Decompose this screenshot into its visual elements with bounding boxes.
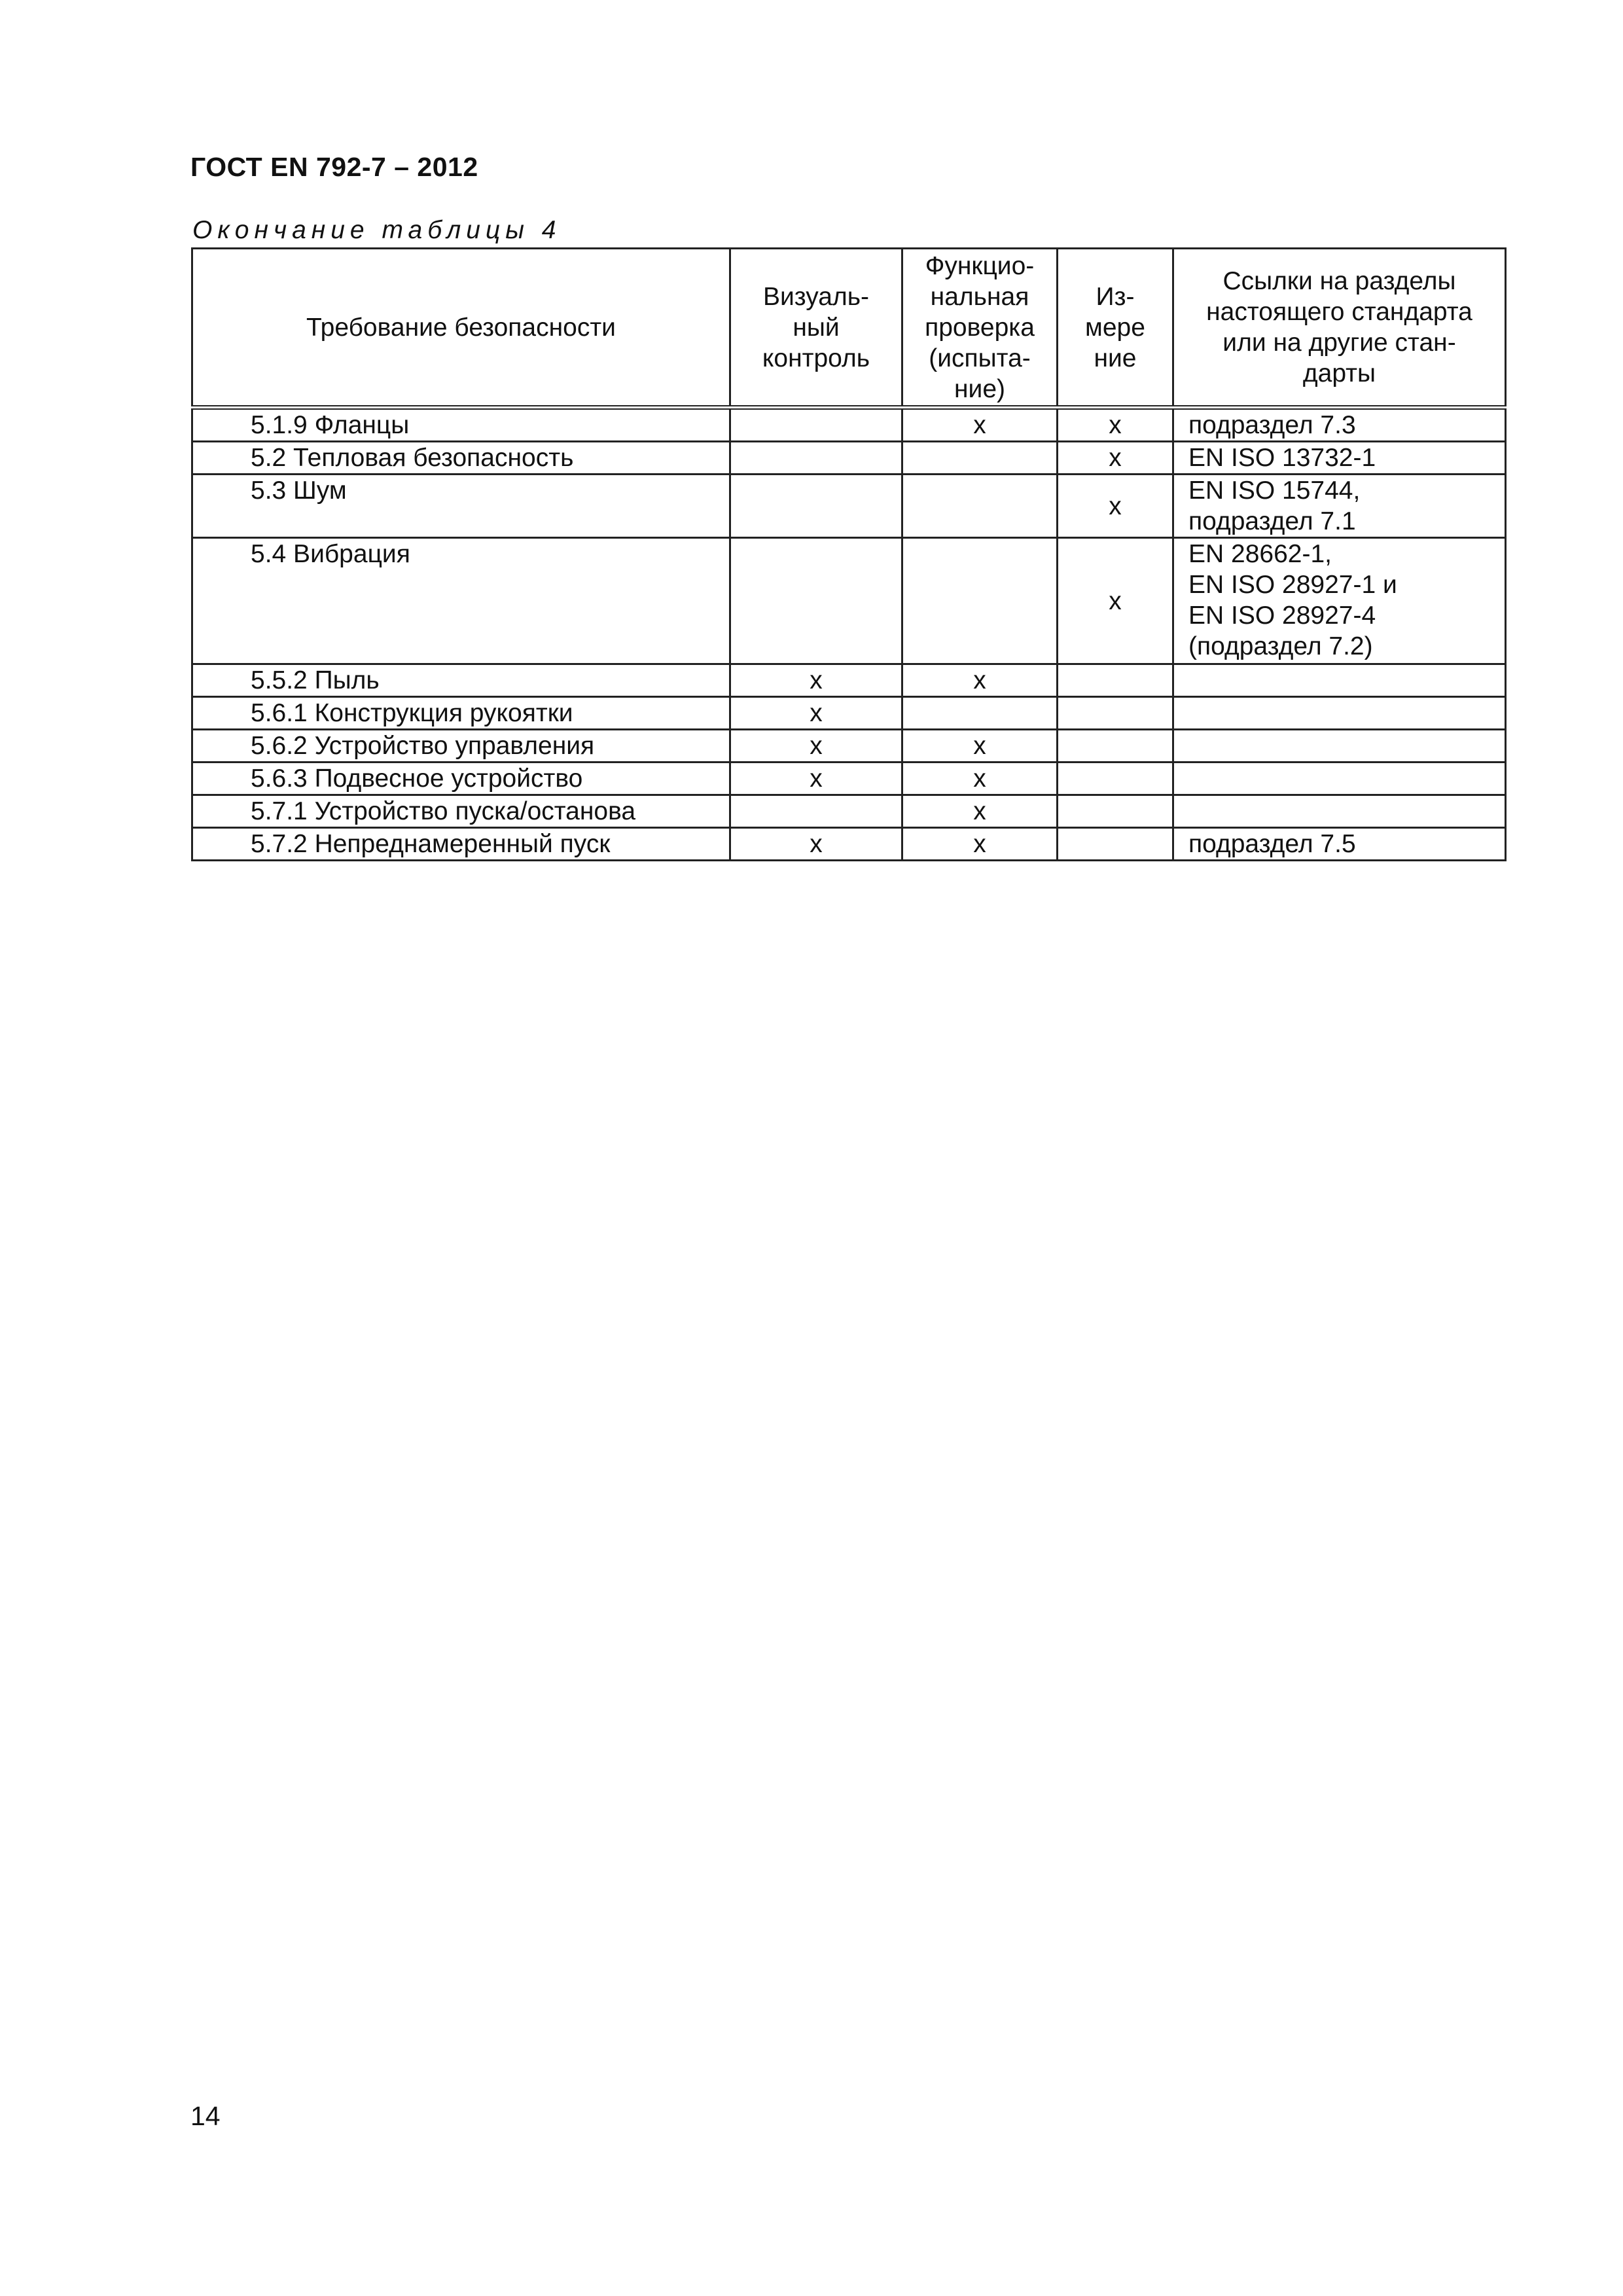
cell-visual — [730, 442, 902, 475]
cell-measurement — [1058, 664, 1173, 697]
cell-functional: х — [902, 408, 1058, 442]
table-caption: Окончание таблицы 4 — [192, 216, 562, 244]
page-number: 14 — [190, 2101, 221, 2131]
cell-requirement: 5.1.9 Фланцы — [192, 408, 730, 442]
cell-measurement — [1058, 730, 1173, 762]
cell-requirement: 5.6.2 Устройство управления — [192, 730, 730, 762]
cell-reference: подраздел 7.5 — [1173, 828, 1506, 861]
cell-measurement — [1058, 828, 1173, 861]
cell-visual — [730, 795, 902, 828]
col-header-visual-inspection: Визуаль- ный контроль — [730, 249, 902, 408]
cell-measurement: х — [1058, 475, 1173, 538]
cell-visual: х — [730, 730, 902, 762]
cell-reference — [1173, 795, 1506, 828]
table-row — [192, 538, 1506, 664]
cell-functional: х — [902, 795, 1058, 828]
cell-functional — [902, 538, 1058, 664]
cell-visual: х — [730, 664, 902, 697]
table-row — [192, 828, 1506, 861]
cell-requirement: 5.7.2 Непреднамеренный пуск — [192, 828, 730, 861]
table-row — [192, 762, 1506, 795]
cell-functional: х — [902, 828, 1058, 861]
cell-requirement: 5.6.3 Подвесное устройство — [192, 762, 730, 795]
col-header-requirement: Требование безопасности — [192, 249, 730, 408]
cell-measurement — [1058, 795, 1173, 828]
cell-reference — [1173, 762, 1506, 795]
cell-measurement: х — [1058, 538, 1173, 664]
col-header-functional-check: Функцио- нальная проверка (испыта- ние) — [902, 249, 1058, 408]
cell-measurement — [1058, 762, 1173, 795]
cell-measurement — [1058, 697, 1173, 730]
cell-visual — [730, 475, 902, 538]
cell-requirement: 5.7.1 Устройство пуска/останова — [192, 795, 730, 828]
table-header-row — [192, 249, 1506, 408]
table-row — [192, 697, 1506, 730]
cell-visual — [730, 538, 902, 664]
table-row — [192, 664, 1506, 697]
cell-reference — [1173, 730, 1506, 762]
cell-functional — [902, 475, 1058, 538]
table-row — [192, 442, 1506, 475]
cell-requirement: 5.2 Тепловая безопасность — [192, 442, 730, 475]
table-row — [192, 795, 1506, 828]
table-row — [192, 475, 1506, 538]
cell-functional — [902, 442, 1058, 475]
cell-reference — [1173, 697, 1506, 730]
cell-functional: х — [902, 730, 1058, 762]
cell-functional: х — [902, 664, 1058, 697]
cell-reference: EN ISO 15744, подраздел 7.1 — [1173, 475, 1506, 538]
cell-measurement: х — [1058, 442, 1173, 475]
cell-reference: EN 28662-1, EN ISO 28927-1 и EN ISO 28927-4 (подраздел 7.2) — [1173, 538, 1506, 664]
cell-requirement: 5.5.2 Пыль — [192, 664, 730, 697]
cell-reference: подраздел 7.3 — [1173, 408, 1506, 442]
cell-visual: х — [730, 762, 902, 795]
cell-reference: EN ISO 13732-1 — [1173, 442, 1506, 475]
cell-visual — [730, 408, 902, 442]
cell-visual: х — [730, 828, 902, 861]
cell-measurement: х — [1058, 408, 1173, 442]
cell-requirement: 5.6.1 Конструкция рукоятки — [192, 697, 730, 730]
cell-functional — [902, 697, 1058, 730]
table-row — [192, 408, 1506, 442]
document-header: ГОСТ EN 792-7 – 2012 — [190, 152, 478, 182]
col-header-measurement: Из- мере ние — [1058, 249, 1173, 408]
cell-functional: х — [902, 762, 1058, 795]
cell-requirement: 5.3 Шум — [192, 475, 730, 538]
col-header-references: Ссылки на разделы настоящего стандарта или на другие стан- дарты — [1173, 249, 1506, 408]
table-row — [192, 730, 1506, 762]
requirements-table — [191, 247, 1507, 861]
cell-visual: х — [730, 697, 902, 730]
cell-reference — [1173, 664, 1506, 697]
cell-requirement: 5.4 Вибрация — [192, 538, 730, 664]
